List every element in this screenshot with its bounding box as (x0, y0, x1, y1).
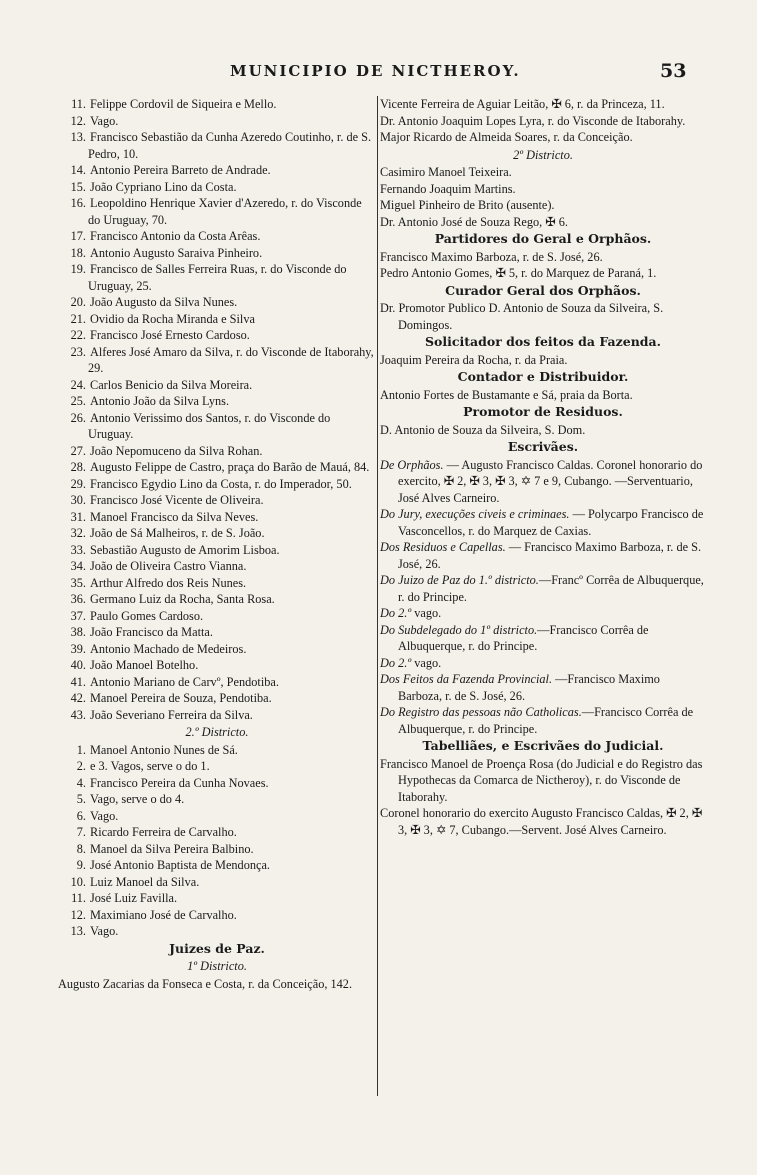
right-column (380, 96, 706, 838)
list-item: Pedro Antonio Gomes, ✠ 5, r. do Marquez de Paraná, 1. (380, 266, 657, 280)
list-item (58, 707, 376, 724)
list-item (58, 443, 376, 460)
entry-text: Antonio Mariano de Carvº, Pendotiba. (90, 674, 279, 689)
escrivao-holder: — Francisco Maximo Barboza, r. de S. José, 26. (398, 540, 702, 571)
entry-number: 29. (70, 476, 86, 491)
list-item (58, 808, 376, 825)
entry-number: 12. (70, 907, 86, 922)
entry-number: 39. (70, 641, 86, 656)
entry-number: 22. (70, 328, 86, 342)
list-item (58, 261, 376, 294)
running-title: MUNICIPIO DE NICTHEROY. (230, 62, 521, 80)
list-item (58, 228, 376, 245)
list-item (380, 605, 706, 622)
entry-number: 14. (70, 163, 86, 177)
entry-text: Paulo Gomes Cardoso. (90, 608, 204, 623)
district-2-subheading: 2.º Districto. (185, 725, 249, 739)
partidores-heading: Partidores do Geral e Orphãos. (434, 231, 652, 246)
entry-text: Francisco Egydio Lino da Costa, r. do Imperador, 50. (90, 476, 352, 491)
list-item (380, 671, 706, 704)
list-item: D. Antonio de Souza da Silveira, S. Dom. (380, 422, 586, 437)
entry-number: 24. (70, 377, 86, 392)
list-item (58, 509, 376, 526)
entry-text: João de Sá Malheiros, r. de S. João. (90, 526, 265, 540)
entry-text: Luiz Manoel da Silva. (90, 874, 200, 889)
entry-number: 23. (70, 344, 86, 359)
list-item (58, 674, 376, 691)
entry-number: 30. (70, 493, 86, 507)
list-item (58, 162, 376, 179)
list-item (58, 344, 376, 377)
entry-text: João de Oliveira Castro Vianna. (90, 559, 247, 573)
list-item (58, 624, 376, 641)
list-item (58, 459, 376, 476)
escrivao-office: Dos Residuos e Capellas. (380, 540, 506, 554)
list-item (380, 506, 706, 539)
entry-number: 28. (70, 460, 86, 474)
column-divider (377, 96, 378, 1096)
escrivao-office: Do Subdelegado do 1º districto. (380, 622, 538, 637)
list-item (58, 410, 376, 443)
entry-number: 11. (71, 97, 86, 111)
entry-number: 4. (76, 775, 86, 790)
page-number: 53 (660, 60, 687, 82)
entry-text: Felippe Cordovil de Siqueira e Mello. (90, 97, 277, 111)
escrivao-office: Do Juizo de Paz do 1.º districto. (380, 573, 539, 587)
list-item: Coronel honorario do exercito Augusto Francisco Caldas, ✠ 2, ✠ 3, ✠ 3, ✡ 7, Cubango.—Servent. José Alves Carneiro. (380, 806, 703, 837)
entry-number: 21. (70, 311, 86, 326)
list-item (58, 311, 376, 328)
entry-number: 7. (76, 825, 86, 839)
entry-number: 15. (70, 179, 86, 194)
escrivao-holder: —Francisco Maximo Barboza, r. de S. José, 26. (398, 672, 660, 703)
list-item: Fernando Joaquim Martins. (380, 181, 516, 196)
list-item: Vicente Ferreira de Aguiar Leitão, ✠ 6, r. da Princeza, 11. (380, 97, 665, 111)
list-item (58, 113, 376, 130)
list-item (58, 923, 376, 940)
entry-number: 13. (70, 924, 86, 938)
list-item (58, 791, 376, 808)
entry-number: 9. (76, 858, 86, 872)
list-item: Augusto Zacarias da Fonseca e Costa, r. da Conceição, 142. (58, 976, 353, 991)
list-item (58, 558, 376, 575)
entry-number: 10. (70, 874, 86, 889)
list-item (58, 476, 376, 493)
list-item (58, 245, 376, 262)
entry-number: 33. (70, 542, 86, 557)
tabelliaes-heading: Tabelliães, e Escrivães do Judicial. (422, 738, 664, 753)
entry-text: Antonio Pereira Barreto de Andrade. (90, 163, 271, 177)
entry-text: Antonio João da Silva Lyns. (90, 394, 230, 408)
list-item (58, 377, 376, 394)
entry-text: João Manoel Botelho. (90, 658, 199, 672)
promotor-heading: Promotor de Residuos. (463, 404, 623, 419)
list-item (58, 641, 376, 658)
entry-number: 1. (76, 742, 86, 757)
entry-number: 19. (70, 262, 86, 276)
list-item: Dr. Antonio Joaquim Lopes Lyra, r. do Visconde de Itaborahy. (380, 113, 686, 128)
entry-text: Ovidio da Rocha Miranda e Silva (90, 311, 255, 326)
entry-text: José Antonio Baptista de Mendonça. (90, 858, 270, 872)
entry-number: 18. (70, 245, 86, 260)
list-item (58, 179, 376, 196)
entry-text: Vago, serve o do 4. (90, 792, 185, 806)
escrivao-holder: —Francisco Corrêa de Albuquerque, r. do Principe. (398, 705, 694, 736)
list-item (380, 655, 706, 672)
entry-text: João Francisco da Matta. (90, 625, 213, 639)
district-1-subheading: 1º Districto. (187, 959, 247, 973)
entry-text: João Cypriano Lino da Costa. (90, 179, 237, 194)
entry-text: e 3. Vagos, serve o do 1. (90, 759, 210, 773)
entry-number: 11. (71, 891, 86, 905)
entry-number: 13. (70, 130, 86, 144)
escrivao-office: Dos Feitos da Fazenda Provincial. (380, 672, 553, 686)
entry-number: 25. (70, 394, 86, 408)
entry-number: 37. (70, 608, 86, 623)
list-item (58, 525, 376, 542)
entry-text: Antonio Verissimo dos Santos, r. do Visconde do Uruguay. (88, 410, 331, 441)
curador-heading: Curador Geral dos Orphãos. (445, 282, 641, 298)
list-item (58, 657, 376, 674)
entry-text: Sebastião Augusto de Amorim Lisboa. (90, 542, 280, 557)
escrivao-holder: —Francº Corrêa de Albuquerque, r. do Principe. (398, 573, 704, 604)
entry-number: 35. (70, 575, 86, 590)
district-2-subheading: 2º Districto. (513, 147, 573, 162)
entry-number: 34. (70, 559, 86, 573)
entry-text: Manoel da Silva Pereira Balbino. (90, 841, 254, 856)
juizes-de-paz-heading: Juizes de Paz. (169, 940, 265, 956)
list-item (58, 542, 376, 559)
escrivao-office: De Orphãos. (380, 457, 444, 472)
list-item (58, 591, 376, 608)
solicitador-heading: Solicitador dos feitos da Fazenda. (425, 334, 661, 349)
entry-text: Antonio Augusto Saraiva Pinheiro. (90, 245, 263, 260)
list-item: Francisco Manoel de Proença Rosa (do Judicial e do Registro das Hypothecas da Comarca de Nictheroy), r. do Visconde de Itaborahy. (380, 756, 703, 804)
entry-text: Germano Luiz da Rocha, Santa Rosa. (90, 592, 275, 606)
list-item (58, 195, 376, 228)
entry-number: 16. (70, 196, 86, 210)
entry-number: 41. (70, 674, 86, 689)
list-item: Antonio Fortes de Bustamante e Sá, praia da Borta. (380, 387, 633, 402)
entry-number: 5. (76, 792, 86, 806)
entry-text: Ricardo Ferreira de Carvalho. (90, 825, 237, 839)
entry-number: 6. (76, 808, 86, 823)
entry-number: 43. (70, 707, 86, 722)
list-item: Miguel Pinheiro de Brito (ausente). (380, 198, 555, 212)
entry-number: 27. (70, 443, 86, 458)
list-item (380, 622, 706, 655)
entry-text: Vago. (90, 808, 119, 823)
entry-text: João Severiano Ferreira da Silva. (90, 707, 253, 722)
entry-text: Vago. (90, 924, 119, 938)
entry-text: Francisco José Ernesto Cardoso. (90, 328, 250, 342)
entry-number: 2. (76, 759, 86, 773)
escrivao-office: Do 2.º (380, 655, 412, 670)
entry-list-district-2 (58, 742, 376, 940)
entry-text: Arthur Alfredo dos Reis Nunes. (90, 575, 247, 590)
list-item (58, 492, 376, 509)
entry-number: 12. (70, 113, 86, 128)
entry-number: 20. (70, 295, 86, 309)
entry-text: Francisco Pereira da Cunha Novaes. (90, 775, 269, 790)
entry-text: Maximiano José de Carvalho. (90, 907, 237, 922)
entry-text: José Luiz Favilla. (90, 891, 178, 905)
entry-text: Vago. (90, 113, 119, 128)
escrivaes-list (380, 457, 706, 738)
entry-text: Francisco Antonio da Costa Arêas. (90, 229, 261, 243)
list-item (58, 608, 376, 625)
page-header (0, 60, 757, 88)
list-item (380, 572, 706, 605)
entry-text: Manoel Francisco da Silva Neves. (90, 509, 259, 524)
list-item (58, 907, 376, 924)
entry-number: 26. (70, 410, 86, 425)
entry-number: 32. (70, 526, 86, 540)
escrivao-holder: — Augusto Francisco Caldas. Coronel honorario do exercito, ✠ 2, ✠ 3, ✠ 3, ✡ 7 e 9, Cubango. —Serventuario, José Alves Carneiro. (398, 457, 703, 505)
list-item: Casimiro Manoel Teixeira. (380, 165, 512, 179)
entry-text: Augusto Felippe de Castro, praça do Barão de Mauá, 84. (90, 460, 370, 474)
list-item (58, 758, 376, 775)
list-item: Joaquim Pereira da Rocha, r. da Praia. (380, 352, 568, 367)
list-item (58, 857, 376, 874)
entry-number: 36. (70, 592, 86, 606)
list-item (58, 690, 376, 707)
entry-text: Francisco José Vicente de Oliveira. (90, 493, 264, 507)
list-item (58, 824, 376, 841)
list-item (58, 96, 376, 113)
list-item (380, 539, 706, 572)
list-item (58, 841, 376, 858)
list-item: Major Ricardo de Almeida Soares, r. da Conceição. (380, 130, 633, 144)
list-item (58, 327, 376, 344)
entry-text: Carlos Benicio da Silva Moreira. (90, 377, 253, 392)
entry-text: Leopoldino Henrique Xavier d'Azeredo, r. do Visconde do Uruguay, 70. (88, 196, 362, 227)
list-item: Francisco Maximo Barboza, r. de S. José, 26. (380, 249, 603, 264)
list-item: Dr. Antonio José de Souza Rego, ✠ 6. (380, 214, 568, 229)
entry-number: 31. (70, 509, 86, 524)
entry-text: João Augusto da Silva Nunes. (90, 295, 238, 309)
list-item (58, 890, 376, 907)
list-item (380, 704, 706, 737)
list-item (58, 742, 376, 759)
entry-text: Alferes José Amaro da Silva, r. do Visconde de Itaborahy, 29. (88, 344, 374, 375)
escrivao-office: Do Registro das pessoas não Catholicas. (380, 705, 582, 719)
list-item (58, 129, 376, 162)
list-item: Dr. Promotor Publico D. Antonio de Souza da Silveira, S. Domingos. (380, 301, 664, 332)
list-item (58, 775, 376, 792)
escrivao-office: Do 2.º (380, 606, 412, 620)
entry-number: 40. (70, 658, 86, 672)
list-item (58, 393, 376, 410)
entry-text: Manoel Antonio Nunes de Sá. (90, 742, 238, 757)
contador-heading: Contador e Distribuidor. (457, 369, 629, 384)
list-item (58, 575, 376, 592)
entry-text: Manoel Pereira de Souza, Pendotiba. (90, 691, 272, 705)
escrivao-holder: —Francisco Corrêa de Albuquerque, r. do Principe. (398, 622, 649, 653)
entry-number: 8. (76, 841, 86, 856)
escrivao-holder: — Polycarpo Francisco de Vasconcellos, r. do Marquez de Caxias. (398, 507, 704, 538)
entry-text: Francisco Sebastião da Cunha Azeredo Coutinho, r. de S. Pedro, 10. (88, 130, 372, 161)
entry-text: João Nepomuceno da Silva Rohan. (90, 443, 263, 458)
escrivao-holder: vago. (411, 606, 442, 620)
list-item (380, 457, 706, 507)
list-item (58, 874, 376, 891)
entry-number: 38. (70, 625, 86, 639)
entry-number: 42. (70, 691, 86, 705)
entry-text: Antonio Machado de Medeiros. (90, 641, 247, 656)
escrivaes-heading: Escrivães. (507, 439, 579, 454)
escrivao-holder: vago. (411, 655, 442, 670)
entry-number: 17. (70, 229, 86, 243)
left-column (58, 96, 376, 992)
escrivao-office: Do Jury, execuções civeis e criminaes. (380, 507, 570, 521)
list-item (58, 294, 376, 311)
entry-text: Francisco de Salles Ferreira Ruas, r. do Visconde do Uruguay, 25. (88, 262, 347, 293)
entry-list-district-1 (58, 96, 376, 723)
